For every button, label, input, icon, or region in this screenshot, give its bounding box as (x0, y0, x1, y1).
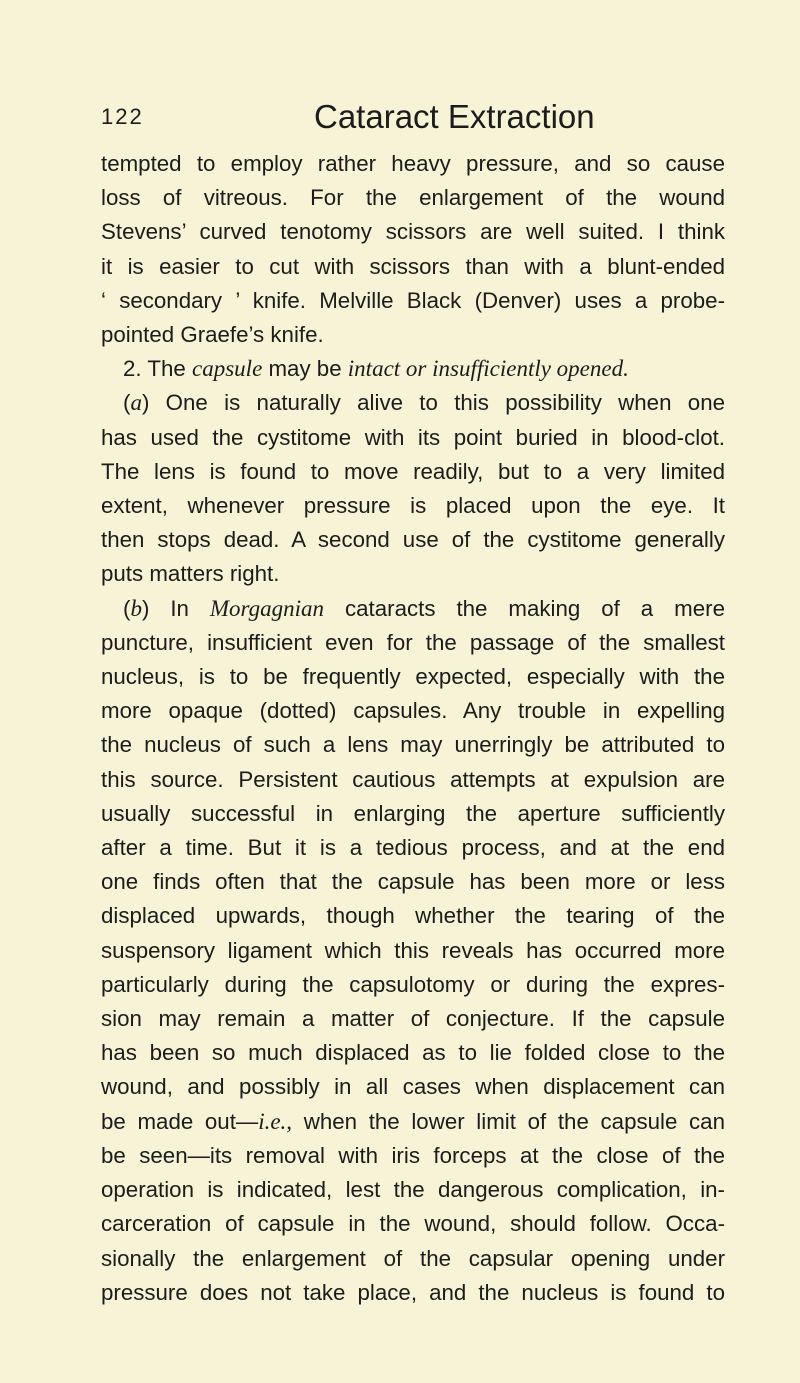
text-line: puts matters right. (101, 561, 280, 587)
text-line: operation is indicated, lest the dangerous complication, in- (101, 1177, 725, 1203)
text-line: pressure does not take place, and the nucleus is found to (101, 1279, 725, 1305)
text-line: has been so much displaced as to lie folded close to the (101, 1040, 725, 1066)
text-line: more opaque (dotted) capsules. Any trouble in expelling (101, 698, 725, 724)
text-line: tempted to employ rather heavy pressure, and so cause (101, 151, 725, 176)
text-line: usually successful in enlarging the aperture sufficiently (101, 800, 725, 826)
text-line: it is easier to cut with scissors than with a blunt-ended (101, 253, 725, 279)
text-line: The lens is found to move readily, but to a very limited (101, 458, 725, 484)
text-line: loss of vitreous. For the enlargement of the wound (101, 185, 725, 211)
text-line: be made out—i.e., when the lower limit of the capsule can (101, 1108, 725, 1134)
text-line: particularly during the capsulotomy or during the expres- (101, 971, 725, 997)
running-title: Cataract Extraction (314, 98, 595, 135)
text-line: the nucleus of such a lens may unerringly be attributed to (101, 732, 725, 758)
page-number: 122 (101, 104, 144, 129)
text-line: ‘ secondary ’ knife. Melville Black (Denver) uses a probe- (101, 287, 725, 313)
text-line: after a time. But it is a tedious process, and at the end (101, 835, 725, 861)
text-line: be seen—its removal with iris forceps at the close of the (101, 1142, 725, 1168)
text-line: nucleus, is to be frequently expected, especially with the (101, 664, 725, 690)
text-line: has used the cystitome with its point buried in blood-clot. (101, 424, 725, 450)
text-line: suspensory ligament which this reveals has occurred more (101, 937, 725, 963)
running-header (101, 98, 720, 144)
section-heading-capsule: 2. The capsule may be intact or insufficiently opened. (123, 356, 629, 382)
text-line: displaced upwards, though whether the tearing of the (101, 903, 725, 929)
body-text (101, 147, 725, 1310)
text-line: then stops dead. A second use of the cystitome generally (101, 527, 725, 553)
text-line: sion may remain a matter of conjecture. If the capsule (101, 1006, 725, 1032)
text-line: pointed Graefe’s knife. (101, 322, 324, 348)
text-line: (b) In Morgagnian cataracts the making of a mere (123, 595, 725, 621)
text-line: wound, and possibly in all cases when displacement can (101, 1074, 725, 1100)
text-line: this source. Persistent cautious attempts at expulsion are (101, 766, 725, 792)
text-line: (a) One is naturally alive to this possibility when one (123, 390, 725, 416)
text-line: carceration of capsule in the wound, should follow. Occa- (101, 1211, 725, 1237)
text-line: one finds often that the capsule has been more or less (101, 869, 725, 895)
text-line: Stevens’ curved tenotomy scissors are well suited. I think (101, 219, 725, 245)
text-line: sionally the enlargement of the capsular opening under (101, 1245, 725, 1271)
text-line: puncture, insufficient even for the passage of the smallest (101, 629, 725, 655)
text-line: extent, whenever pressure is placed upon the eye. It (101, 493, 725, 519)
